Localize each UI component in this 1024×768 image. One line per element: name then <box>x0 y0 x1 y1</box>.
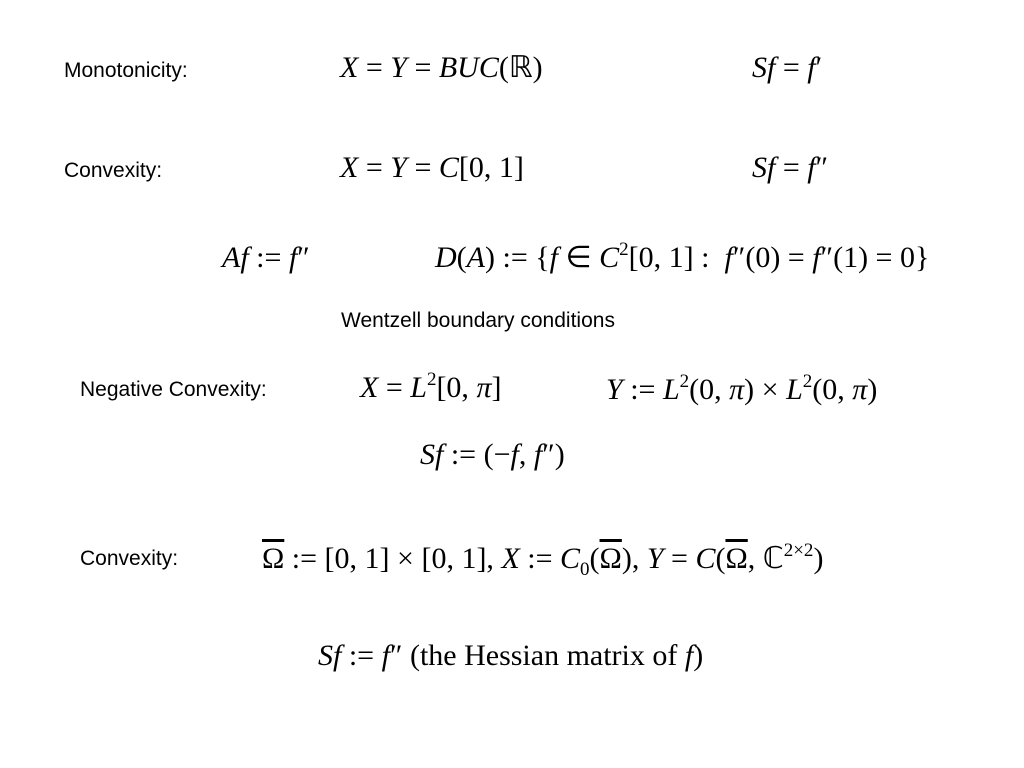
hessian-operator-formula: Sf := f″ (the Hessian matrix of f) <box>318 639 704 672</box>
convexity-space-formula: X = Y = C[0, 1] <box>340 151 524 184</box>
convexity-operator-formula: Sf = f″ <box>752 151 829 184</box>
wentzell-caption: Wentzell boundary conditions <box>341 309 615 332</box>
convexity-hessian-label: Convexity: <box>80 547 179 570</box>
negative-y-space-formula: Y := $L^2(0$, $\pi) \times L^2(0$, π) <box>606 371 878 406</box>
domain-formula: D(A) := {f ∈ $C^2[0$, 1] : f″(0) = f″(1) = 0} <box>435 239 930 274</box>
monotonicity-label: Monotonicity: <box>64 59 188 82</box>
monotonicity-operator-formula: Sf = f′ <box>752 51 823 84</box>
convexity-label: Convexity: <box>64 159 163 182</box>
generator-formula: Af := f″ <box>222 241 310 274</box>
monotonicity-space-formula: X = Y = BUC(ℝ) <box>340 51 543 84</box>
omega-spaces-formula: $\overline{\Omega}$ := [0, 1] × [0, 1], X := $C_0(\overline{\Omega})$, $Y = C(\overline{\Omega}$, ℂ$^{2\times 2}$) <box>262 540 824 580</box>
negative-operator-formula: Sf := (−f, f″) <box>420 438 565 471</box>
negative-convexity-label: Negative Convexity: <box>80 378 267 401</box>
negative-x-space-formula: $X = L^2[0$, π] <box>360 369 502 404</box>
